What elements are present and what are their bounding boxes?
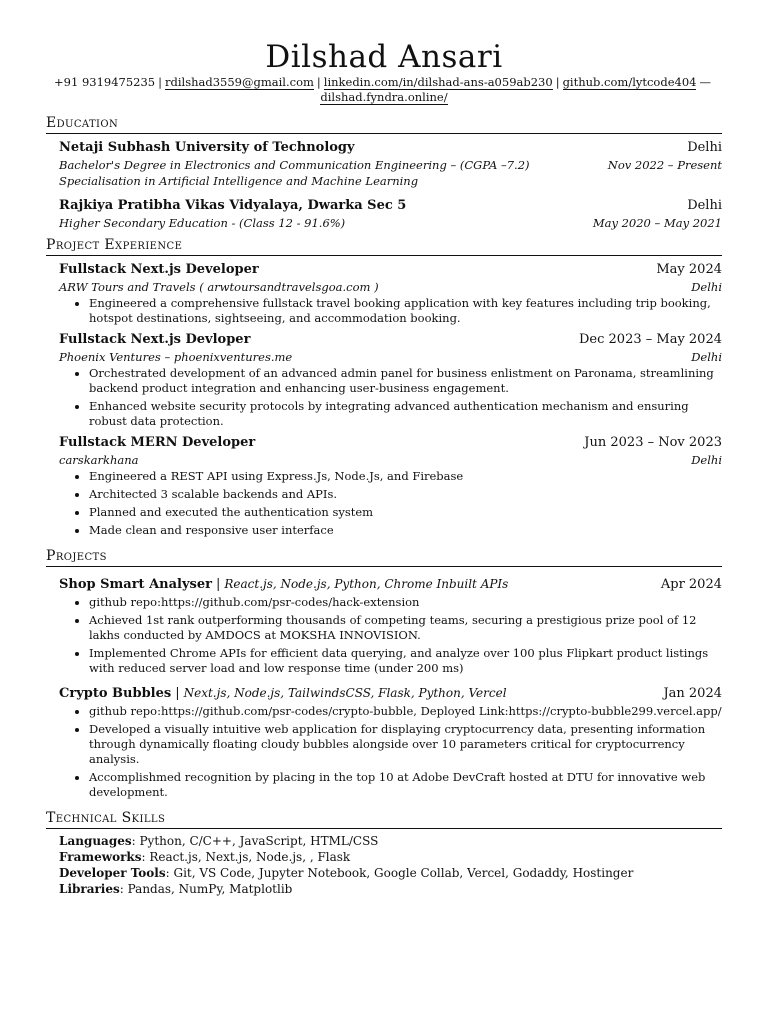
- job-org: Phoenix Ventures – phoenixventures.me: [59, 350, 293, 364]
- phone-number: +91 9319475235: [54, 75, 156, 89]
- job-location: Delhi: [691, 280, 722, 294]
- linkedin-link[interactable]: linkedin.com/in/dilshad-ans-a059ab230: [323, 75, 553, 89]
- bullet-item: • Accomplishmed recognition by placing in the top 10 at Adobe DevCraft hosted at DTU for innovative web development.: [89, 770, 722, 800]
- contact-line: +91 9319475235 | rdilshad3559@gmail.com | linkedin.com/in/dilshad-ans-a059ab230 | github.com/lytcode404 — dilshad.fyndra.online/: [54, 75, 711, 104]
- bullet-item: • github repo:https://github.com/psr-codes/crypto-bubble, Deployed Link:https://crypto-bubble299.vercel.app/: [89, 704, 722, 719]
- bullet-item: • Developed a visually intuitive web application for displaying cryptocurrency data, presenting information through dynamically floating cloudy bubbles alongside over 10 parameters critical for cryptocurrency analysis.: [89, 722, 722, 767]
- skill-line-languages: [59, 833, 722, 849]
- section-title-projects: Projects: [46, 548, 722, 567]
- education-dates: May 2020 – May 2021: [592, 216, 722, 230]
- section-title-experience: Project Experience: [46, 237, 722, 256]
- bullet-item: • Architected 3 scalable backends and APIs.: [89, 487, 722, 502]
- projects-section: [46, 548, 722, 800]
- skills-section: [46, 810, 722, 897]
- project-name: Shop Smart Analyser: [59, 577, 212, 592]
- project-entry: [46, 575, 722, 676]
- resume-page: [46, 40, 722, 897]
- project-tech: Next.js, Node.js, TailwindsCSS, Flask, Python, Vercel: [183, 686, 507, 700]
- skill-label: Languages: [59, 834, 132, 848]
- project-separator: |: [175, 686, 180, 701]
- education-section: [46, 115, 722, 231]
- job-location: Delhi: [691, 453, 722, 467]
- skill-label: Developer Tools: [59, 866, 166, 880]
- dash-separator: —: [699, 75, 711, 89]
- candidate-name: Dilshad Ansari: [265, 39, 503, 75]
- job-role: Fullstack Next.js Developer: [59, 262, 259, 277]
- project-name: Crypto Bubbles: [59, 686, 172, 701]
- section-title-skills: Technical Skills: [46, 810, 722, 829]
- job-dates: May 2024: [656, 262, 722, 277]
- project-date: Jan 2024: [663, 686, 722, 701]
- experience-entry: [46, 261, 722, 326]
- skill-line-developer-tools: [59, 865, 722, 881]
- job-bullets: [59, 469, 722, 538]
- education-entry: [46, 139, 722, 189]
- experience-entry: [46, 434, 722, 538]
- job-role: Fullstack MERN Developer: [59, 435, 256, 450]
- bullet-item: • github repo:https://github.com/psr-codes/hack-extension: [89, 595, 722, 610]
- bullet-item: • Planned and executed the authentication system: [89, 505, 722, 520]
- skill-line-libraries: [59, 881, 722, 897]
- job-bullets: [59, 366, 722, 429]
- bullet-item: • Enhanced website security protocols by integrating advanced authentication mechanism and ensuring robust data protection.: [89, 399, 722, 429]
- job-dates: Jun 2023 – Nov 2023: [584, 435, 722, 450]
- skill-line-frameworks: [59, 849, 722, 865]
- bullet-item: • Implemented Chrome APIs for efficient data querying, and analyze over 100 plus Flipkart product listings with reduced server load and low response time (under 200 ms): [89, 646, 722, 676]
- specialisation-text: Specialisation in Artificial Intelligence and Machine Learning: [59, 174, 419, 188]
- skill-label: Frameworks: [59, 850, 142, 864]
- skills-list: [46, 833, 722, 897]
- experience-entry: [46, 331, 722, 429]
- job-role: Fullstack Next.js Devloper: [59, 332, 251, 347]
- github-link[interactable]: github.com/lytcode404: [562, 75, 697, 89]
- job-org: ARW Tours and Travels ( arwtoursandtravelsgoa.com ): [59, 280, 379, 294]
- project-separator: |: [215, 577, 221, 592]
- skill-value: : Python, C/C++, JavaScript, HTML/CSS: [131, 834, 379, 848]
- bullet-item: • Orchestrated development of an advanced admin panel for business enlistment on Paronama, streamlining backend product integration and enhancing user-business engagement.: [89, 366, 722, 396]
- website-link[interactable]: dilshad.fyndra.online/: [320, 90, 448, 104]
- skill-value: : Pandas, NumPy, Matplotlib: [119, 882, 293, 896]
- project-entry: [46, 684, 722, 800]
- email-link[interactable]: rdilshad3559@gmail.com: [164, 75, 314, 89]
- school-location: Delhi: [687, 140, 722, 155]
- school-name: Netaji Subhash University of Technology: [59, 140, 355, 155]
- degree-text: Bachelor's Degree in Electronics and Communication Engineering – (CGPA –7.2): [59, 158, 530, 172]
- project-tech: React.js, Node.js, Python, Chrome Inbuilt APIs: [224, 577, 509, 591]
- skill-value: : React.js, Next.js, Node.js, , Flask: [141, 850, 351, 864]
- job-org: carskarkhana: [59, 453, 139, 467]
- bullet-item: • Made clean and responsive user interface: [89, 523, 722, 538]
- school-location: Delhi: [687, 198, 722, 213]
- project-bullets: [59, 704, 722, 800]
- section-title-education: Education: [46, 115, 722, 134]
- skill-value: : Git, VS Code, Jupyter Notebook, Google Collab, Vercel, Godaddy, Hostinger: [165, 866, 634, 880]
- education-dates: Nov 2022 – Present: [607, 158, 722, 172]
- experience-section: [46, 237, 722, 538]
- bullet-item: • Achieved 1st rank outperforming thousands of competing teams, securing a prestigious prize pool of 12 lakhs conducted by AMDOCS at MOKSHA INNOVISION.: [89, 613, 722, 643]
- job-dates: Dec 2023 – May 2024: [579, 332, 722, 347]
- bullet-item: • Engineered a REST API using Express.Js, Node.Js, and Firebase: [89, 469, 722, 484]
- bullet-item: • Engineered a comprehensive fullstack travel booking application with key features including trip booking, hotspot destinations, sightseeing, and accommodation booking.: [89, 296, 722, 326]
- education-entry: [46, 197, 722, 231]
- job-bullets: [59, 296, 722, 326]
- degree-text: Higher Secondary Education - (Class 12 - 91.6%): [59, 216, 346, 230]
- job-location: Delhi: [691, 350, 722, 364]
- skill-label: Libraries: [59, 882, 120, 896]
- project-bullets: [59, 595, 722, 676]
- project-date: Apr 2024: [660, 577, 722, 592]
- school-name: Rajkiya Pratibha Vikas Vidyalaya, Dwarka Sec 5: [59, 198, 407, 213]
